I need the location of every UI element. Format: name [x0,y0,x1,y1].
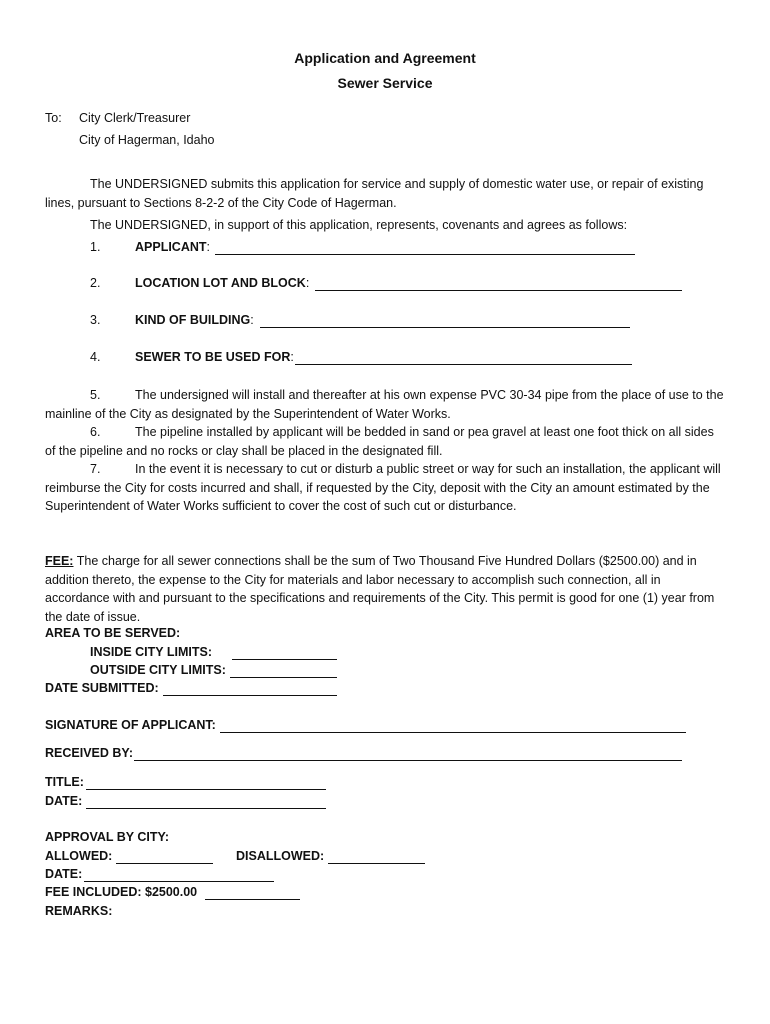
received-by-label: RECEIVED BY: [45,746,133,760]
sewer-use-label: SEWER TO BE USED FOR: [135,350,294,364]
signature-label: SIGNATURE OF APPLICANT: [45,718,216,732]
date-label: DATE: [45,794,83,808]
area-label: AREA TO BE SERVED: [45,626,181,640]
location-field[interactable] [315,290,682,291]
date-submitted-label: DATE SUBMITTED: [45,681,159,695]
term-5: 5. The undersigned will install and thereafter at his own expense PVC 30-34 pipe from the place of use to the mainline of the City as designated by the Superintendent of Water Works. [45,388,724,421]
outside-limits-field[interactable] [230,677,337,678]
date-field[interactable] [86,808,326,809]
to-recipient-line1: City Clerk/Treasurer [79,111,191,125]
document-subtitle: Sewer Service [337,75,433,91]
fee-included-field[interactable] [205,899,300,900]
inside-limits-field[interactable] [232,659,337,660]
fee-paragraph: FEE: The charge for all sewer connections shall be the sum of Two Thousand Five Hundred Dollars ($2500.00) and in addition thereto, the expense to the City for materials and labor necessary to accomplish such connection, all in accordance with and pursuant to the specifications and requirements of the City. This permit is good for one (1) year from the date of issue. [45,554,715,624]
intro-covenant-line: The UNDERSIGNED, in support of this application, represents, covenants and agrees as follows: [90,218,628,232]
disallowed-label: DISALLOWED: [236,849,325,863]
field-number: 3. [90,313,101,327]
term-6: 6. The pipeline installed by applicant will be bedded in sand or pea gravel at least one foot thick on all sides of the pipeline and no rocks or clay shall be placed in the designated fill. [45,425,714,458]
field-number: 4. [90,350,101,364]
received-by-field[interactable] [134,760,682,761]
approval-date-field[interactable] [84,881,274,882]
to-recipient-line2: City of Hagerman, Idaho [79,133,215,147]
disallowed-field[interactable] [328,863,425,864]
allowed-field[interactable] [116,863,213,864]
to-label: To: [45,111,62,125]
title-field[interactable] [86,789,326,790]
date-submitted-field[interactable] [163,695,337,696]
building-kind-field[interactable] [260,327,630,328]
approval-date-label: DATE: [45,867,83,881]
intro-paragraph: The UNDERSIGNED submits this application for service and supply of domestic water use, or repair of existing lines, pursuant to Sections 8-2-2 of the City Code of Hagerman. [45,177,704,210]
applicant-label: APPLICANT: [135,240,211,254]
field-number: 1. [90,240,101,254]
remarks-label: REMARKS: [45,904,113,918]
allowed-label: ALLOWED: [45,849,113,863]
applicant-field[interactable] [215,254,635,255]
signature-field[interactable] [220,732,686,733]
document-title: Application and Agreement [294,50,476,66]
fee-label: FEE: [45,554,74,568]
approval-heading: APPROVAL BY CITY: [45,830,170,844]
term-7: 7. In the event it is necessary to cut or disturb a public street or way for such an installation, the applicant will reimburse the City for costs incurred and shall, if requested by the City, deposit with the City an amount estimated by the Superintendent of Water Works sufficient to cover the cost of such cut or disturbance. [45,462,721,513]
field-number: 2. [90,276,101,290]
location-label: LOCATION LOT AND BLOCK: [135,276,310,290]
building-kind-label: KIND OF BUILDING: [135,313,254,327]
outside-limits-label: OUTSIDE CITY LIMITS: [90,663,226,677]
title-label: TITLE: [45,775,84,789]
sewer-use-field[interactable] [295,364,632,365]
fee-included-label: FEE INCLUDED: $2500.00 [45,885,198,899]
inside-limits-label: INSIDE CITY LIMITS: [90,645,212,659]
